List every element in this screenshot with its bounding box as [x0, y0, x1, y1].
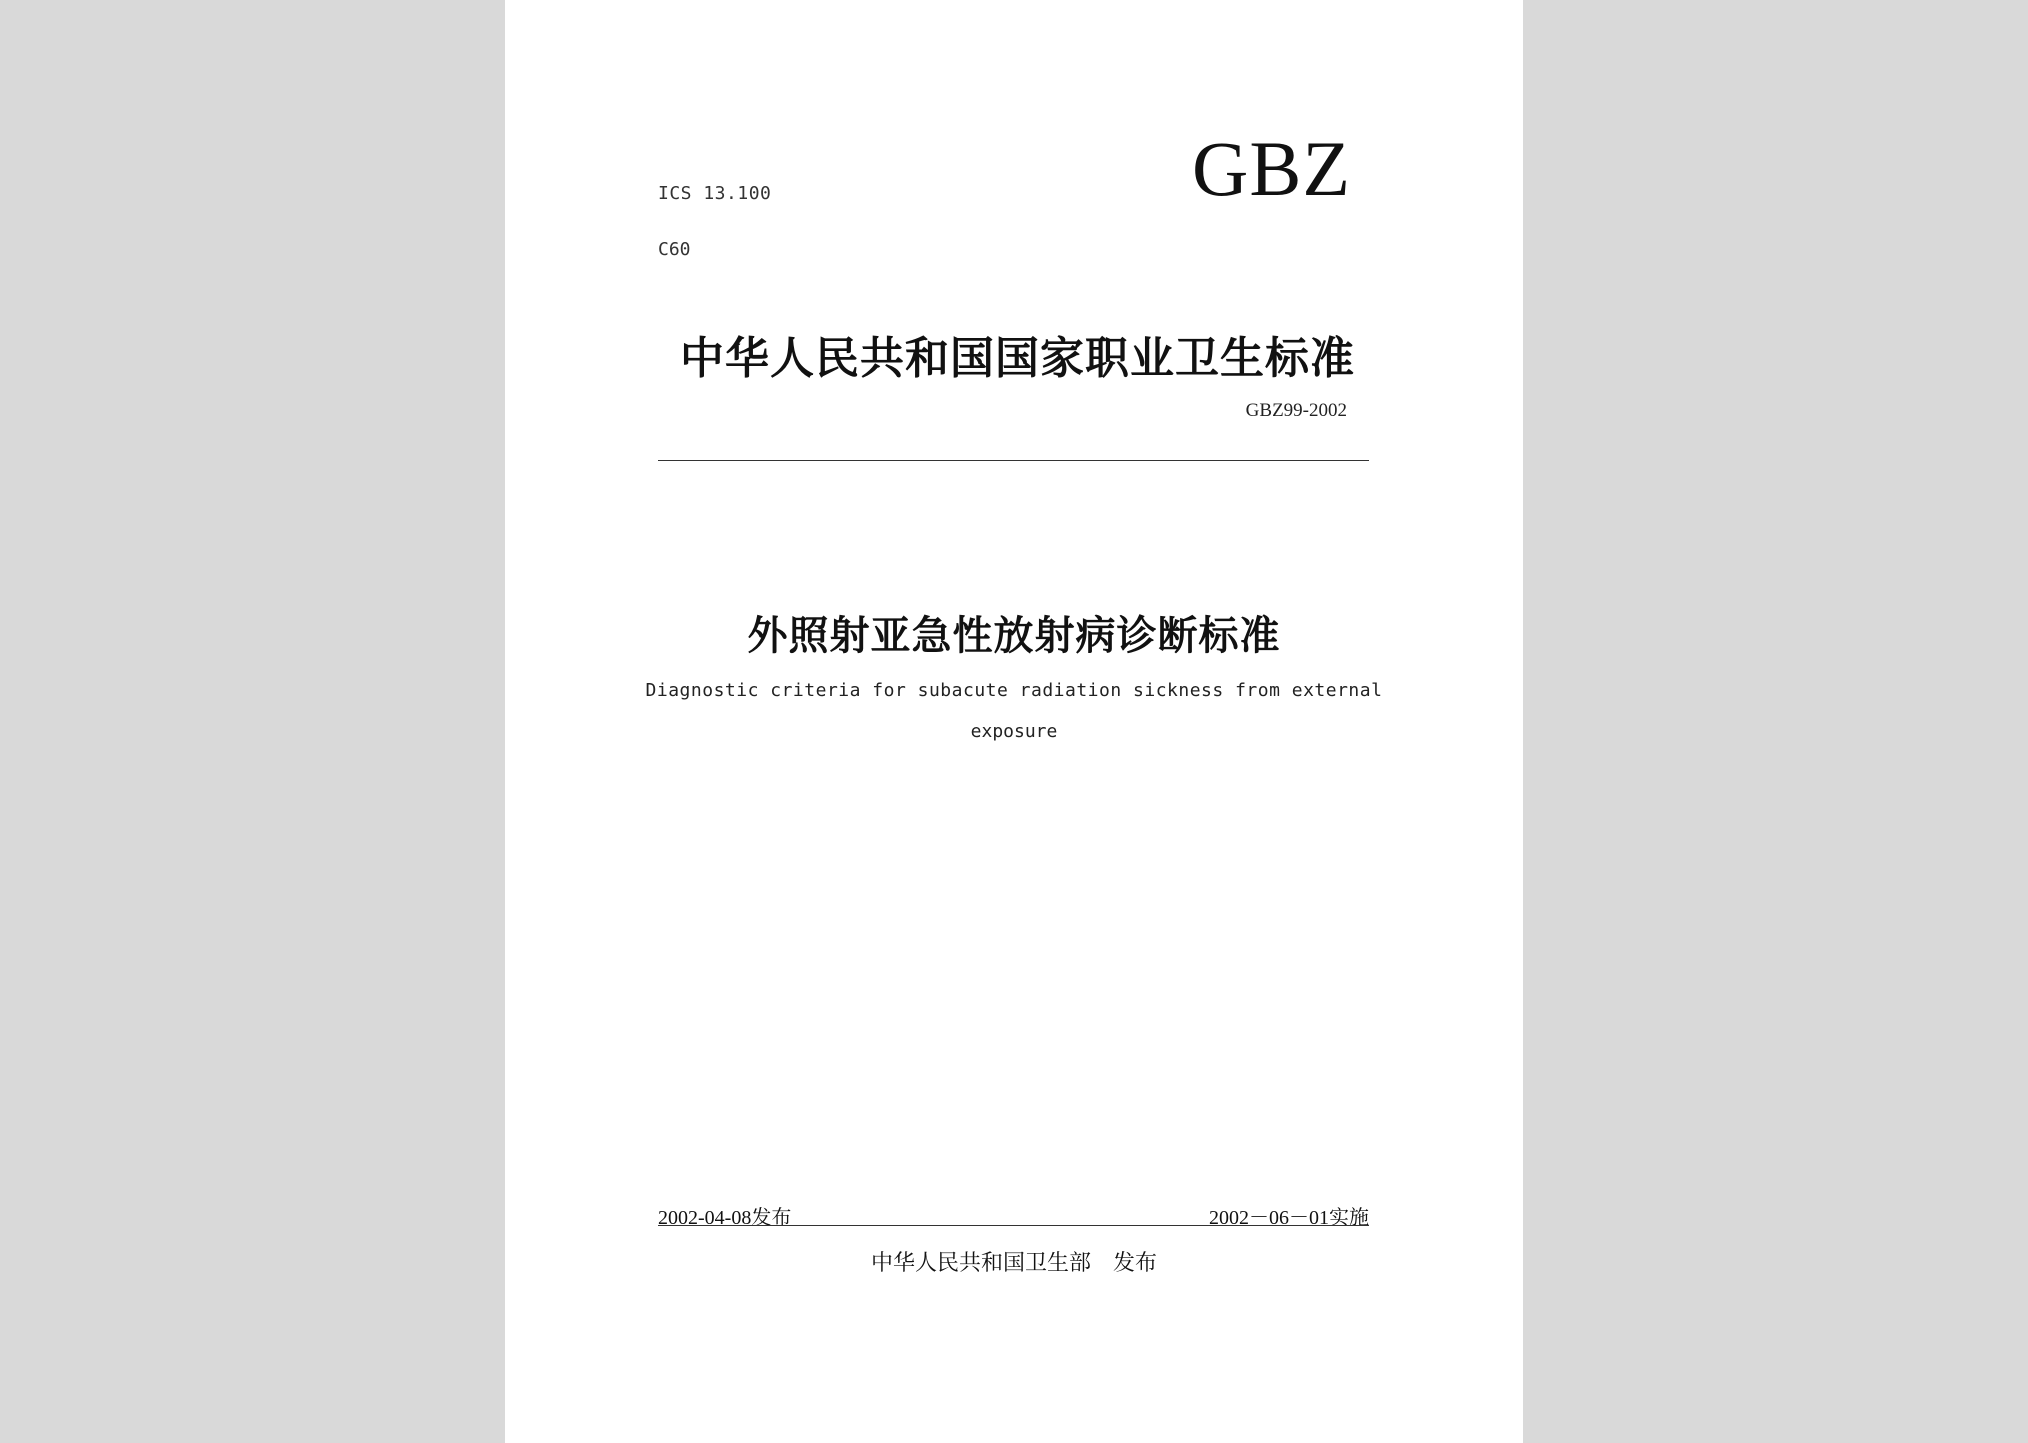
document-title-chinese: 外照射亚急性放射病诊断标准: [747, 612, 1281, 659]
top-divider: [658, 460, 1369, 461]
bottom-divider: [658, 1225, 1369, 1226]
document-title-english-line2: exposure: [970, 721, 1058, 742]
document-page: [505, 0, 1523, 1443]
publisher: 中华人民共和国卫生部 发布: [870, 1251, 1157, 1276]
implementation-date: 2002－06－01实施: [1209, 1207, 1369, 1229]
document-title-english-line1: Diagnostic criteria for subacute radiation sickness from external: [645, 680, 1383, 701]
ics-code: ICS 13.100: [658, 183, 772, 204]
standard-number: GBZ99-2002: [1245, 400, 1347, 421]
standard-organization-title: 中华人民共和国国家职业卫生标准: [680, 333, 1355, 384]
series-mark: GBZ: [1192, 125, 1351, 212]
issue-date: 2002-04-08发布: [658, 1207, 792, 1229]
ccs-code: C60: [658, 239, 691, 260]
